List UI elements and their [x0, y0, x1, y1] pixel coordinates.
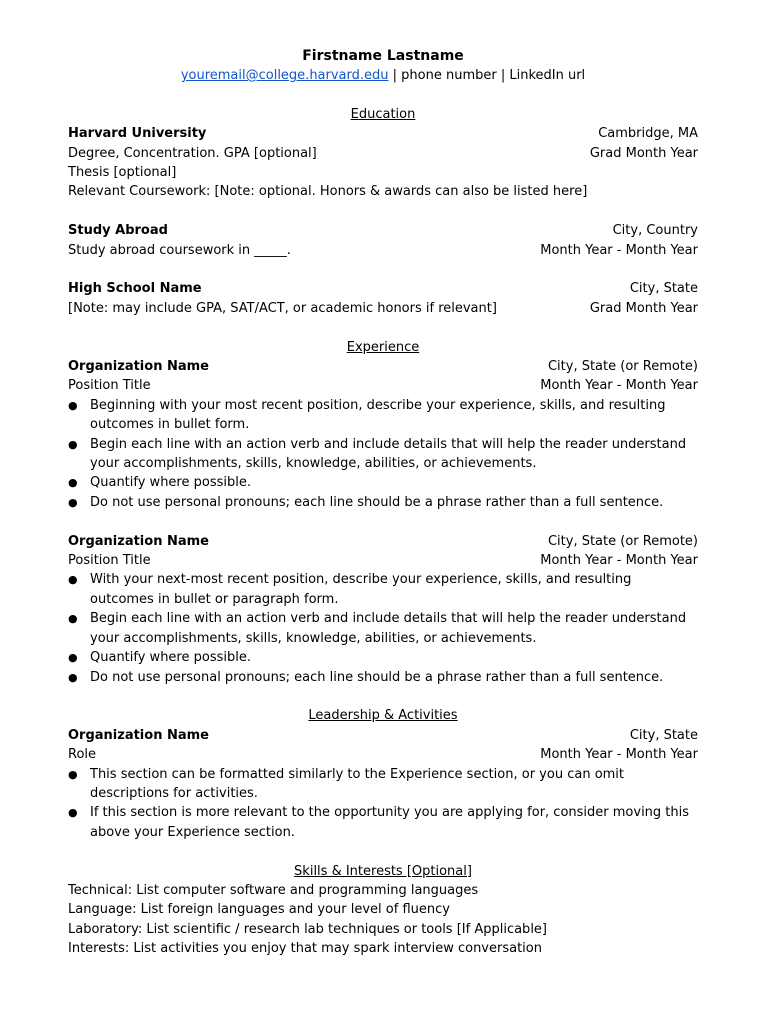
skills-line: Laboratory: List scientific / research lab techniques or tools [If Applicable]: [68, 921, 547, 937]
list-item: ● If this section is more relevant to the opportunity you are applying for, consider moving this above your Experience section.: [68, 803, 698, 842]
date-range: Month Year - Month Year: [540, 747, 698, 763]
list-item: ● Beginning with your most recent position, describe your experience, skills, and resulting outcomes in bullet form.: [68, 396, 698, 435]
role-title: Role: [68, 747, 97, 763]
list-item: ● Begin each line with an action verb and include details that will help the reader understand your accomplishments, skills, knowledge, abilities, or achievements.: [68, 435, 698, 474]
degree-line: Degree, Concentration. GPA [optional]: [68, 145, 317, 161]
org-name: Organization Name: [68, 727, 209, 743]
bullet-list: [68, 396, 698, 512]
school-name: Study Abroad: [68, 223, 168, 239]
skills-line: Technical: List computer software and programming languages: [68, 882, 479, 898]
bullet-list: [68, 570, 698, 686]
experience-entry: [68, 357, 698, 512]
coursework-line: Relevant Coursework: [Note: optional. Honors & awards can also be listed here]: [68, 184, 588, 200]
position-title: Position Title: [68, 553, 151, 569]
date-range: Month Year - Month Year: [540, 378, 698, 394]
bullet-list: [68, 765, 698, 843]
skills-line: Language: List foreign languages and your level of fluency: [68, 902, 450, 918]
list-item: ● Quantify where possible.: [68, 473, 698, 492]
list-item: ● Quantify where possible.: [68, 648, 698, 667]
skills-line: Interests: List activities you enjoy that may spark interview conversation: [68, 941, 542, 957]
list-item: ● This section can be formatted similarly to the Experience section, or you can omit descriptions for activities.: [68, 765, 698, 804]
contact-rest: | phone number | LinkedIn url: [388, 68, 586, 83]
list-item: ● Do not use personal pronouns; each line should be a phrase rather than a full sentence.: [68, 493, 698, 512]
list-item: ● With your next-most recent position, describe your experience, skills, and resulting outcomes in bullet or paragraph form.: [68, 570, 698, 609]
experience-heading: Experience: [346, 339, 420, 355]
leadership-entry: [68, 726, 698, 842]
org-location: City, State: [629, 727, 698, 743]
school-location: City, State: [629, 281, 698, 297]
thesis-line: Thesis [optional]: [68, 165, 177, 181]
position-title: Position Title: [68, 378, 151, 394]
degree-line: [Note: may include GPA, SAT/ACT, or academic honors if relevant]: [68, 300, 497, 316]
contact-line: [68, 66, 698, 85]
education-entry: [68, 221, 698, 260]
education-heading: Education: [350, 106, 416, 122]
org-name: Organization Name: [68, 533, 209, 549]
leadership-heading: Leadership & Activities: [308, 708, 458, 724]
education-entry: [68, 124, 698, 202]
org-location: City, State (or Remote): [547, 359, 698, 375]
school-name: High School Name: [68, 281, 202, 297]
list-item: ● Do not use personal pronouns; each line should be a phrase rather than a full sentence.: [68, 668, 698, 687]
skills-heading: Skills & Interests [Optional]: [294, 863, 472, 879]
grad-date: Grad Month Year: [589, 300, 698, 316]
date-range: Month Year - Month Year: [540, 553, 698, 569]
school-location: Cambridge, MA: [598, 126, 698, 142]
experience-entry: [68, 532, 698, 687]
org-name: Organization Name: [68, 359, 209, 375]
email-link[interactable]: youremail@college.harvard.edu: [180, 68, 389, 83]
resume-name: Firstname Lastname: [302, 48, 464, 64]
school-name: Harvard University: [68, 126, 207, 142]
resume-page: [68, 46, 698, 959]
school-location: City, Country: [612, 223, 698, 239]
date-range: Month Year - Month Year: [540, 242, 698, 258]
list-item: ● Begin each line with an action verb and include details that will help the reader understand your accomplishments, skills, knowledge, abilities, or achievements.: [68, 609, 698, 648]
degree-line: Study abroad coursework in _____.: [68, 242, 291, 258]
grad-date: Grad Month Year: [589, 145, 698, 161]
education-entry: [68, 279, 698, 318]
org-location: City, State (or Remote): [547, 533, 698, 549]
